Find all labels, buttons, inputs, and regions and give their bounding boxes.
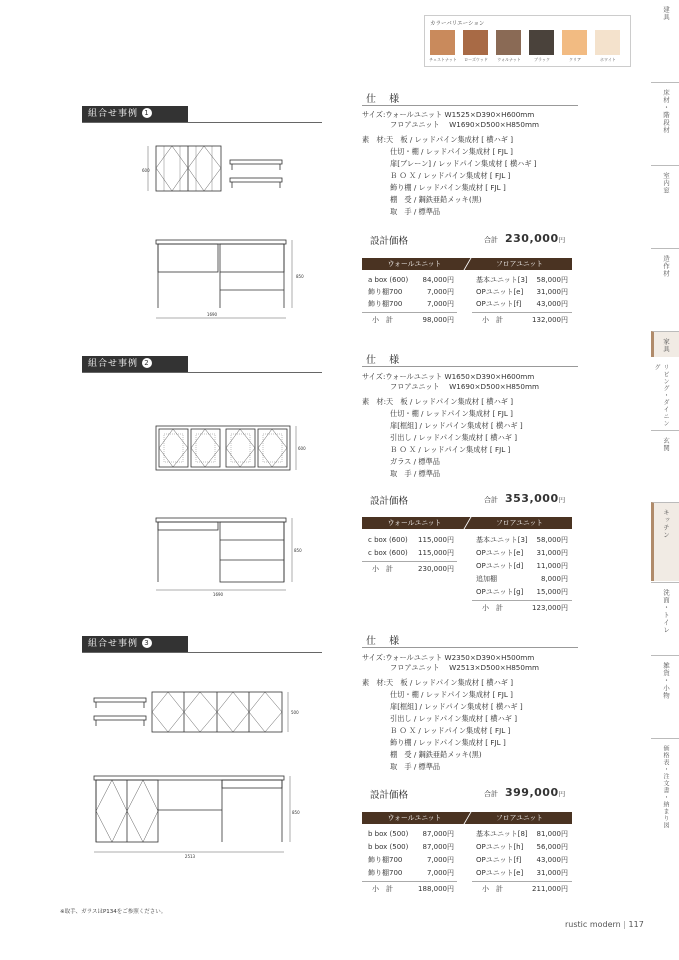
material-line: 仕切・棚 / レッドパイン集成材 [ FJL ]	[390, 409, 513, 418]
example-number: 2	[142, 358, 152, 368]
size-line: サイズ:ウォールユニット W2350×D390×H500mm	[362, 653, 535, 662]
floor-top	[156, 518, 286, 522]
size-line: サイズ:ウォールユニット W1650×D390×H600mm	[362, 372, 535, 381]
size-line: サイズ:ウォールユニット W1525×D390×H600mm	[362, 110, 535, 119]
wall-unit-header: ウォールユニット	[362, 812, 467, 824]
swatch-label: ローズウッド	[464, 57, 488, 62]
side-tab-label: 雑貨・小物	[662, 662, 670, 700]
subtotal-rule	[362, 881, 457, 882]
price-row: 飾り棚700 7,000円	[368, 300, 454, 308]
footer-brand: rustic modern | 117	[565, 920, 644, 929]
side-tab-label: リビング・ダイニング	[653, 364, 669, 427]
door-hinge-mark	[159, 429, 188, 467]
glass-door	[258, 429, 287, 467]
door-hinge-mark	[96, 780, 127, 842]
example-2-drawing	[148, 422, 308, 602]
side-tab-label: 洗面・トイレ	[662, 589, 670, 634]
price-row: c box (600) 115,000円	[368, 549, 454, 557]
shelf-board	[230, 178, 282, 182]
floor-drawer	[158, 522, 218, 530]
dimension-width: 1690	[212, 592, 224, 597]
price-row: OPユニット[e] 31,000円	[476, 549, 568, 557]
dimension-height: 850	[292, 810, 300, 815]
price-row: OPユニット[e] 31,000円	[476, 869, 568, 877]
spec-title: 仕 様	[366, 355, 405, 366]
spec-rule	[362, 647, 578, 648]
material-line: 取 手 / 標準品	[390, 207, 441, 216]
price-label: 設計価格	[370, 790, 409, 801]
wall-unit-header: ウォールユニット	[362, 517, 467, 529]
side-tab-living[interactable]	[651, 358, 679, 428]
example-3-label: 組合せ事例 3	[82, 636, 188, 652]
spec-title: 仕 様	[366, 636, 405, 647]
price-row: b box (500) 87,000円	[368, 830, 454, 838]
material-line: Ｂ Ｏ Ｘ / レッドパイン集成材 [ FJL ]	[390, 171, 511, 180]
material-line: 素 材:天 板 / レッドパイン集成材 [ 横ハギ ]	[362, 678, 514, 687]
example-2-label: 組合せ事例 2	[82, 356, 188, 372]
price-row: OPユニット[f] 43,000円	[476, 300, 568, 308]
price-row: OPユニット[g] 15,000円	[476, 588, 568, 596]
spec-rule	[362, 105, 578, 106]
price-total: 合計 399,000円	[484, 786, 566, 799]
example-1-drawing	[140, 140, 304, 320]
floor-box	[220, 244, 284, 272]
price-row: 基本ユニット[8] 81,000円	[476, 830, 568, 838]
price-row: OPユニット[h] 56,000円	[476, 843, 568, 851]
glass-door	[159, 429, 188, 467]
footnote: ※取手、ガラスはP134をご参照ください。	[60, 909, 167, 915]
side-tab-goods[interactable]	[651, 655, 679, 736]
shelf-board	[94, 698, 146, 702]
color-variation-title: カラーバリエーション	[430, 21, 485, 27]
door-hinge-mark	[191, 429, 220, 467]
door-hinge-mark	[226, 429, 255, 467]
side-tab-furniture[interactable]	[651, 331, 679, 357]
material-line: 仕切・棚 / レッドパイン集成材 [ FJL ]	[390, 690, 513, 699]
material-line: 扉[框組] / レッドパイン集成材 [ 横ハギ ]	[390, 702, 523, 711]
example-3-drawing	[92, 690, 312, 870]
wall-subtotal: 小 計 230,000円	[372, 565, 454, 573]
size-line: フロアユニット W2513×D500×H850mm	[390, 663, 539, 672]
floor-subtotal: 小 計 211,000円	[482, 885, 568, 893]
subtotal-rule	[472, 312, 572, 313]
dimension-wall-height: 600	[142, 168, 150, 173]
side-tab-entrance[interactable]	[651, 430, 679, 501]
price-row: b box (500) 87,000円	[368, 843, 454, 851]
material-line: ガラス / 標準品	[390, 457, 440, 466]
side-tab-doors[interactable]	[651, 0, 679, 80]
floor-box	[220, 522, 284, 582]
price-row: 基本ユニット[3] 58,000円	[476, 276, 568, 284]
side-tab-pricelist[interactable]	[651, 738, 679, 869]
material-line: 扉[ブレーン] / レッドパイン集成材 [ 横ハギ ]	[390, 159, 537, 168]
price-row: OPユニット[e] 31,000円	[476, 288, 568, 296]
side-tab-washroom[interactable]	[651, 582, 679, 653]
subtotal-rule	[362, 561, 457, 562]
wall-unit-header: ウォールユニット	[362, 258, 467, 270]
swatch-black	[529, 30, 554, 55]
floor-top	[156, 240, 286, 244]
material-line: 飾り棚 / レッドパイン集成材 [ FJL ]	[390, 183, 506, 192]
side-tab-kitchen[interactable]	[651, 502, 679, 581]
side-tab-label: キッチン	[662, 509, 670, 539]
side-tab-flooring[interactable]	[651, 82, 679, 163]
price-row: c box (600) 115,000円	[368, 536, 454, 544]
floor-top	[94, 776, 284, 780]
swatch-walnut	[496, 30, 521, 55]
price-row: 飾り棚700 7,000円	[368, 869, 454, 877]
swatch-label: ブラック	[534, 57, 550, 62]
swatch-label: ウォルナット	[497, 57, 521, 62]
floor-subtotal: 小 計 132,000円	[482, 316, 568, 324]
material-line: 棚 受 / 鋼鉄亜鉛メッキ(黒)	[390, 195, 482, 204]
page-number: 117	[628, 920, 644, 929]
price-total: 合計 230,000円	[484, 232, 566, 245]
side-tab-interior-window[interactable]	[651, 165, 679, 246]
price-row: 飾り棚700 7,000円	[368, 856, 454, 864]
subtotal-rule	[472, 600, 572, 601]
section-rule	[82, 652, 322, 653]
price-row: 基本ユニット[3] 58,000円	[476, 536, 568, 544]
wall-subtotal: 小 計 98,000円	[372, 316, 454, 324]
wall-subtotal: 小 計 188,000円	[372, 885, 454, 893]
side-tab-label: 建具	[662, 6, 670, 21]
door-hinge-mark	[188, 146, 221, 191]
price-label: 設計価格	[370, 236, 409, 247]
door-hinge-mark	[217, 692, 249, 732]
section-rule	[82, 372, 322, 373]
material-line: 引出し / レッドパイン集成材 [ 横ハギ ]	[390, 714, 518, 723]
floor-drawer	[158, 244, 218, 272]
color-variation-panel	[424, 15, 631, 67]
size-line: フロアユニット W1690×D500×H850mm	[390, 382, 539, 391]
swatch-clear	[562, 30, 587, 55]
dimension-height: 850	[294, 548, 302, 553]
side-tab-label: 室内窓	[662, 172, 670, 195]
swatch-label: ホワイト	[600, 57, 616, 62]
shelf-board	[230, 160, 282, 164]
material-line: 取 手 / 標準品	[390, 762, 441, 771]
shelf-board	[94, 716, 146, 720]
swatch-rosewood	[463, 30, 488, 55]
material-line: 飾り棚 / レッドパイン集成材 [ FJL ]	[390, 738, 506, 747]
wall-unit-box	[156, 426, 290, 470]
material-line: 引出し / レッドパイン集成材 [ 横ハギ ]	[390, 433, 518, 442]
side-tab-millwork[interactable]	[651, 248, 679, 329]
dimension-wall-height: 500	[291, 710, 299, 715]
section-rule	[82, 122, 322, 123]
dimension-width: 2513	[184, 854, 196, 859]
floor-unit-header: フロアユニット	[467, 258, 572, 270]
material-line: Ｂ Ｏ Ｘ / レッドパイン集成材 [ FJL ]	[390, 726, 511, 735]
material-line: 扉[框組] / レッドパイン集成材 [ 横ハギ ]	[390, 421, 523, 430]
floor-subtotal: 小 計 123,000円	[482, 604, 568, 612]
price-row: 飾り棚700 7,000円	[368, 288, 454, 296]
dimension-wall-height: 600	[298, 446, 306, 451]
glass-door	[226, 429, 255, 467]
material-line: Ｂ Ｏ Ｘ / レッドパイン集成材 [ FJL ]	[390, 445, 511, 454]
swatch-white	[595, 30, 620, 55]
subtotal-rule	[362, 312, 457, 313]
door-hinge-mark	[156, 146, 188, 191]
swatch-label: クリア	[569, 57, 581, 62]
door-hinge-mark	[258, 429, 287, 467]
floor-unit-header: フロアユニット	[467, 517, 572, 529]
price-row: OPユニット[d] 11,000円	[476, 562, 568, 570]
size-line: フロアユニット W1690×D500×H850mm	[390, 120, 539, 129]
price-row: 追加棚 8,000円	[476, 575, 568, 583]
swatch-label: チェストナット	[429, 57, 457, 62]
door-hinge-mark	[127, 780, 158, 842]
swatch-chestnut	[430, 30, 455, 55]
material-line: 素 材:天 板 / レッドパイン集成材 [ 横ハギ ]	[362, 135, 514, 144]
subtotal-rule	[472, 881, 572, 882]
price-total: 合計 353,000円	[484, 492, 566, 505]
door-hinge-mark	[184, 692, 217, 732]
glass-door	[191, 429, 220, 467]
door-hinge-mark	[152, 692, 184, 732]
floor-unit-header: フロアユニット	[467, 812, 572, 824]
example-1-label: 組合せ事例 1	[82, 106, 188, 122]
side-tab-label: 造作材	[662, 255, 670, 278]
side-tab-label: 家具	[662, 338, 670, 353]
side-tab-label: 玄関	[662, 437, 670, 452]
side-tab-label: 価格表・注文書・納まり図	[662, 745, 669, 829]
spec-rule	[362, 366, 578, 367]
material-line: 取 手 / 標準品	[390, 469, 441, 478]
example-number: 1	[142, 108, 152, 118]
door-hinge-mark	[249, 692, 282, 732]
dimension-width: 1690	[206, 312, 218, 317]
material-line: 仕切・棚 / レッドパイン集成材 [ FJL ]	[390, 147, 513, 156]
floor-drawer	[222, 780, 282, 788]
example-number: 3	[142, 638, 152, 648]
price-label: 設計価格	[370, 496, 409, 507]
spec-title: 仕 様	[366, 94, 405, 105]
dimension-height: 850	[296, 274, 304, 279]
price-row: OPユニット[f] 43,000円	[476, 856, 568, 864]
side-tab-label: 床材・階段材	[662, 89, 670, 134]
material-line: 素 材:天 板 / レッドパイン集成材 [ 横ハギ ]	[362, 397, 514, 406]
price-row: a box (600) 84,000円	[368, 276, 454, 284]
material-line: 棚 受 / 鋼鉄亜鉛メッキ(黒)	[390, 750, 482, 759]
